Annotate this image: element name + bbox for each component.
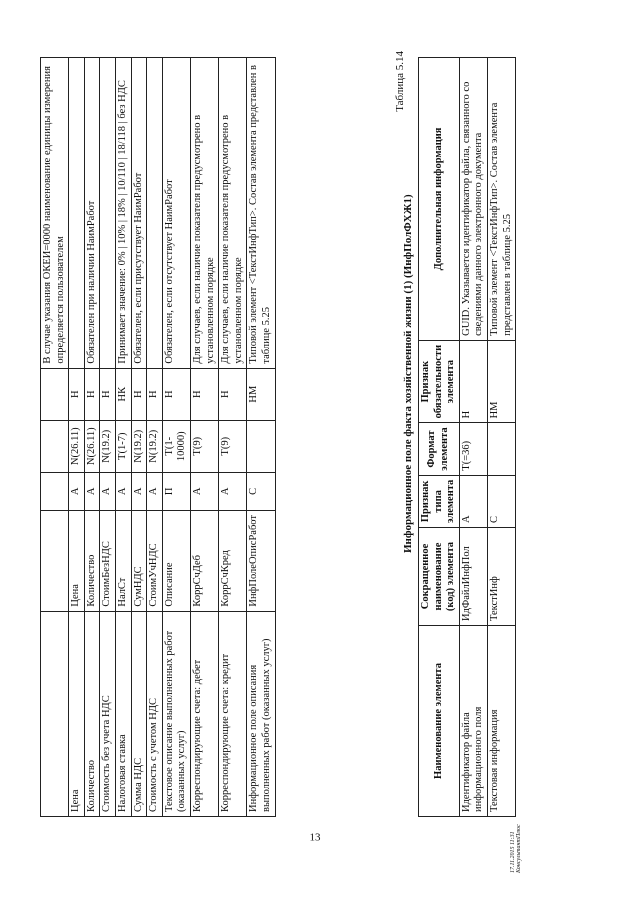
table-row [459,57,487,816]
cell-name: Цена [69,611,85,816]
column-header: Дополнительная информация [419,57,460,340]
cell-format: N(26.11) [84,420,100,472]
table-row [219,57,247,816]
cell-req: Н [100,368,116,420]
cell-name: Текстовое описание выполненных работ (оказанных услуг) [162,611,190,816]
cell-code: ИнфПолеОписРабот [247,510,275,611]
cell-format [247,420,275,472]
table-title: Информационное поле факта хозяйственной жизни (1) (ИнфПолФХЖ1) [402,193,414,553]
table-row [131,57,147,816]
cell-code: Описание [162,510,190,611]
cell-format: T(1-7) [115,420,131,472]
cell-type: А [69,472,85,510]
cell-req: Н [190,368,218,420]
cell-req: Н [147,368,163,420]
cell-name: Количество [84,611,100,816]
cell-info: Для случаев, если наличие показателя предусмотрено в установленном порядке [219,57,247,368]
cell-code: СтоимУчНДС [147,510,163,611]
cell-format: T(9) [219,420,247,472]
cell-format: T(9) [190,420,218,472]
table-row [115,57,131,816]
cell-format: N(19.2) [131,420,147,472]
cell-req: НМ [247,368,275,420]
cell-type: А [84,472,100,510]
rotated-page [40,33,600,873]
cell-code: Количество [84,510,100,611]
cell-code: Цена [69,510,85,611]
table-row [84,57,100,816]
cell-format: N(19.2) [100,420,116,472]
table-row [487,57,515,816]
table-row [162,57,190,816]
cell-type: А [219,472,247,510]
table-label: Таблица 5.14 [394,50,406,112]
cell-info: Типовой элемент <ТекстИнфТип>. Состав элемента представлен в таблице 5.25 [487,57,515,340]
cell-type: А [131,472,147,510]
page-number: 13 [309,831,321,843]
cell-info [147,57,163,368]
cell-req [41,368,69,420]
cell-req: Н [69,368,85,420]
cell-type: А [459,475,487,527]
cell-name: Идентификатор файла информационного поля [459,625,487,816]
cell-name: Сумма НДС [131,611,147,816]
cell-req: НК [115,368,131,420]
cell-info: Для случаев, если наличие показателя предусмотрено в установленном порядке [190,57,218,368]
cell-type: А [147,472,163,510]
cell-format: T(1-10000) [162,420,190,472]
cell-name: Стоимость с учетом НДС [147,611,163,816]
cell-info: Обязателен, если присутствует НаимРабот [131,57,147,368]
cell-type: П [162,472,190,510]
table-row [190,57,218,816]
cell-name: Стоимость без учета НДС [100,611,116,816]
cell-code: КоррСчДеб [190,510,218,611]
cell-code: СтоимБезНДС [100,510,116,611]
cell-name: Корреспондирующие счета: дебет [190,611,218,816]
cell-code: КоррСчКред [219,510,247,611]
table-row [100,57,116,816]
cell-req: Н [131,368,147,420]
cell-type: А [100,472,116,510]
cell-req: Н [459,340,487,423]
table-row [69,57,85,816]
cell-req: НМ [487,340,515,423]
cell-info: Типовой элемент <ТекстИнфТип>. Состав элемента представлен в таблице 5.25 [247,57,275,368]
column-header: Наименование элемента [419,625,460,816]
cell-type [41,472,69,510]
cell-req: Н [219,368,247,420]
info-field-table [418,57,516,817]
cell-code: НалСт [115,510,131,611]
cell-info: Обязателен при наличии НаимРабот [84,57,100,368]
cell-name: Корреспондирующие счета: кредит [219,611,247,816]
table-row [147,57,163,816]
column-header: Сокращенное наименование (код) элемента [419,527,460,625]
cell-name: Информационное поле описания выполненных работ (оказанных услуг) [247,611,275,816]
table-row [247,57,275,816]
cell-req: Н [84,368,100,420]
cell-code: ИдФайлИнфПол [459,527,487,625]
cell-name: Налоговая ставка [115,611,131,816]
cell-name: Текстовая информация [487,625,515,816]
cell-info: GUID. Указывается идентификатор файла, связанного со сведениями данного электронного документа [459,57,487,340]
cell-info [69,57,85,368]
column-header: Признак обязательности элемента [419,340,460,423]
cell-code [41,510,69,611]
cell-info: В случае указания ОКЕИ=0000 наименование единицы измерения определяется пользователем [41,57,69,368]
cell-format: T(=36) [459,422,487,474]
cell-info: Принимает значение: 0% | 10% | 18% | 10/110 | 18/118 | без НДС [115,57,131,368]
cell-code: СумНДС [131,510,147,611]
table-row [41,57,69,816]
print-stamp: 17.11.2015 11:31 КонсультантПлюс [510,823,522,873]
cell-info [100,57,116,368]
cell-type: С [247,472,275,510]
cell-format: N(26.11) [69,420,85,472]
cell-req: Н [162,368,190,420]
cell-format [487,422,515,474]
continued-table [40,57,276,817]
cell-type: А [190,472,218,510]
column-header: Признак типа элемента [419,475,460,527]
column-header: Формат элемента [419,422,460,474]
cell-code: ТекстИнф [487,527,515,625]
cell-type: А [115,472,131,510]
cell-format: N(19.2) [147,420,163,472]
cell-format [41,420,69,472]
cell-name [41,611,69,816]
cell-type: С [487,475,515,527]
cell-info: Обязателен, если отсутствует НаимРабот [162,57,190,368]
